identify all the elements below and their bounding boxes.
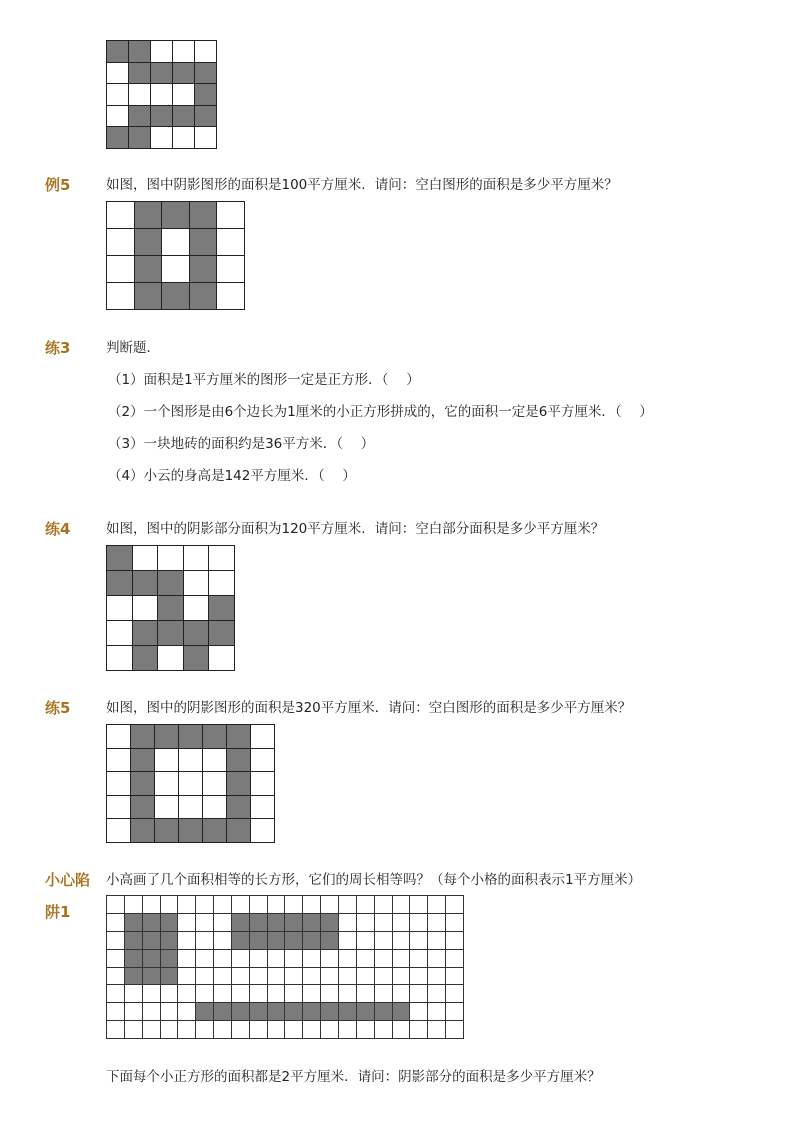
blank-cell [178,968,196,986]
shaded-cell [131,819,155,843]
blank-cell [162,256,190,283]
blank-cell [250,968,268,986]
shaded-cell [135,229,163,256]
blank-cell [268,896,286,914]
shaded-cell [321,1003,339,1021]
shaded-cell [158,571,184,596]
practice-3-title: 判断题． [106,340,160,356]
blank-cell [339,1021,357,1039]
shaded-cell [232,932,250,950]
blank-cell [184,596,210,621]
blank-cell [178,914,196,932]
blank-cell [107,202,135,229]
shaded-cell [232,1003,250,1021]
blank-cell [393,950,411,968]
practice-3-item-3: （3）一块地砖的面积约是36平方米．（ ） [108,436,375,452]
shaded-cell [161,932,179,950]
blank-cell [410,968,428,986]
shaded-cell [190,256,218,283]
blank-cell [107,896,125,914]
shaded-cell [129,63,151,85]
shaded-cell [133,621,159,646]
shaded-cell [151,106,173,128]
blank-cell [179,749,203,773]
blank-cell [196,914,214,932]
blank-cell [214,1021,232,1039]
blank-cell [158,646,184,671]
blank-cell [196,968,214,986]
blank-cell [321,985,339,1003]
blank-cell [143,1021,161,1039]
blank-cell [428,914,446,932]
shaded-cell [393,1003,411,1021]
blank-cell [285,950,303,968]
shaded-cell [131,749,155,773]
shaded-cell [190,202,218,229]
blank-cell [250,1021,268,1039]
blank-cell [107,256,135,283]
blank-cell [214,950,232,968]
blank-cell [107,749,131,773]
blank-cell [161,1021,179,1039]
blank-cell [393,896,411,914]
blank-cell [179,772,203,796]
blank-cell [143,1003,161,1021]
practice-4-question: 如图，图中的阴影部分面积为120平方厘米．请问：空白部分面积是多少平方厘米？ [106,521,605,537]
blank-cell [107,621,133,646]
shaded-cell [161,950,179,968]
blank-cell [268,985,286,1003]
blank-cell [446,968,464,986]
shaded-cell [179,725,203,749]
blank-cell [357,896,375,914]
shaded-cell [190,229,218,256]
blank-cell [203,749,227,773]
blank-cell [125,1003,143,1021]
shaded-cell [125,950,143,968]
shaded-cell [250,914,268,932]
blank-cell [375,950,393,968]
practice-5-label: 练5 [45,699,71,717]
blank-cell [214,932,232,950]
blank-cell [410,896,428,914]
shaded-cell [143,968,161,986]
blank-cell [173,84,195,106]
shaded-cell [303,1003,321,1021]
shaded-cell [285,1003,303,1021]
blank-cell [178,985,196,1003]
blank-cell [303,985,321,1003]
shaded-cell [209,621,235,646]
blank-cell [217,202,245,229]
shaded-cell [135,256,163,283]
blank-cell [375,968,393,986]
practice-4-label: 练4 [45,520,71,538]
blank-cell [428,896,446,914]
blank-cell [143,985,161,1003]
blank-cell [107,772,131,796]
practice-5-grid-figure [106,724,275,843]
shaded-cell [203,819,227,843]
example-5-question: 如图，图中阴影图形的面积是100平方厘米．请问：空白图形的面积是多少平方厘米？ [106,177,618,193]
blank-cell [446,985,464,1003]
blank-cell [217,283,245,310]
blank-cell [428,950,446,968]
blank-cell [251,796,275,820]
shaded-cell [184,646,210,671]
blank-cell [162,229,190,256]
blank-cell [107,968,125,986]
shaded-cell [321,914,339,932]
trap-1-label-line-1: 小心陷 [45,871,91,889]
blank-cell [151,127,173,149]
blank-cell [428,1021,446,1039]
blank-cell [107,1003,125,1021]
blank-cell [339,968,357,986]
trap-1-label-line-2: 阱1 [45,903,71,921]
blank-cell [232,1021,250,1039]
blank-cell [195,41,217,63]
shaded-cell [227,725,251,749]
blank-cell [173,127,195,149]
blank-cell [158,546,184,571]
shaded-cell [268,1003,286,1021]
blank-cell [196,932,214,950]
blank-cell [184,571,210,596]
blank-cell [196,985,214,1003]
shaded-cell [375,1003,393,1021]
blank-cell [107,84,129,106]
blank-cell [268,1021,286,1039]
practice-3-item-1: （1）面积是1平方厘米的图形一定是正方形．（ ） [108,372,420,388]
practice-4-grid-figure [106,545,235,671]
blank-cell [357,985,375,1003]
blank-cell [178,1003,196,1021]
shaded-cell [162,283,190,310]
blank-cell [125,985,143,1003]
shaded-cell [250,932,268,950]
blank-cell [375,914,393,932]
trap-1-grid-figure [106,895,464,1039]
shaded-cell [135,202,163,229]
blank-cell [268,968,286,986]
blank-cell [203,772,227,796]
blank-cell [155,796,179,820]
blank-cell [446,896,464,914]
blank-cell [217,229,245,256]
shaded-cell [303,914,321,932]
shaded-cell [250,1003,268,1021]
blank-cell [184,546,210,571]
blank-cell [375,985,393,1003]
blank-cell [107,950,125,968]
example-5-label: 例5 [45,176,71,194]
shaded-cell [129,127,151,149]
shaded-cell [107,41,129,63]
shaded-cell [227,749,251,773]
blank-cell [393,968,411,986]
shaded-cell [107,571,133,596]
blank-cell [209,646,235,671]
practice-3-item-4: （4）小云的身高是142平方厘米．（ ） [108,468,356,484]
blank-cell [125,896,143,914]
blank-cell [250,950,268,968]
practice-3-item-2: （2）一个图形是由6个边长为1厘米的小正方形拼成的，它的面积一定是6平方厘米．（ ） [108,404,653,420]
practice-3-label: 练3 [45,339,71,357]
shaded-cell [131,772,155,796]
shaded-cell [155,819,179,843]
shaded-cell [321,932,339,950]
shaded-cell [173,106,195,128]
shaded-cell [227,796,251,820]
blank-cell [339,985,357,1003]
shaded-cell [195,84,217,106]
shaded-cell [107,127,129,149]
blank-cell [107,725,131,749]
shaded-cell [195,106,217,128]
shaded-cell [129,41,151,63]
blank-cell [203,796,227,820]
shaded-cell [179,819,203,843]
trap-1-question: 小高画了几个面积相等的长方形，它们的周长相等吗？（每个小格的面积表示1平方厘米） [106,872,642,888]
blank-cell [107,796,131,820]
blank-cell [107,914,125,932]
shaded-cell [303,932,321,950]
blank-cell [410,932,428,950]
blank-cell [321,1021,339,1039]
blank-cell [303,896,321,914]
blank-cell [446,1003,464,1021]
blank-cell [410,1021,428,1039]
shaded-cell [155,725,179,749]
blank-cell [129,84,151,106]
blank-cell [232,896,250,914]
blank-cell [250,985,268,1003]
shaded-cell [133,571,159,596]
blank-cell [285,968,303,986]
blank-cell [303,950,321,968]
blank-cell [232,985,250,1003]
blank-cell [357,932,375,950]
blank-cell [251,819,275,843]
blank-cell [196,1021,214,1039]
blank-cell [375,896,393,914]
blank-cell [446,950,464,968]
blank-cell [151,84,173,106]
shaded-cell [227,819,251,843]
shaded-cell [151,63,173,85]
blank-cell [393,914,411,932]
blank-cell [107,819,131,843]
shaded-cell [143,950,161,968]
blank-cell [107,596,133,621]
blank-cell [214,968,232,986]
shaded-cell [125,914,143,932]
shaded-cell [143,932,161,950]
blank-cell [303,1021,321,1039]
blank-cell [232,950,250,968]
blank-cell [410,1003,428,1021]
blank-cell [410,914,428,932]
blank-cell [133,546,159,571]
blank-cell [250,896,268,914]
blank-cell [107,985,125,1003]
blank-cell [285,1021,303,1039]
blank-cell [285,985,303,1003]
blank-cell [375,932,393,950]
blank-cell [251,772,275,796]
blank-cell [178,950,196,968]
blank-cell [339,950,357,968]
shaded-cell [268,914,286,932]
blank-cell [428,968,446,986]
top-grid-figure [106,40,217,149]
shaded-cell [133,646,159,671]
blank-cell [446,914,464,932]
blank-cell [107,63,129,85]
shaded-cell [268,932,286,950]
blank-cell [178,1021,196,1039]
blank-cell [107,106,129,128]
blank-cell [251,749,275,773]
blank-cell [195,127,217,149]
blank-cell [357,1021,375,1039]
blank-cell [209,546,235,571]
blank-cell [357,968,375,986]
blank-cell [107,932,125,950]
practice-5-question: 如图，图中的阴影图形的面积是320平方厘米．请问：空白图形的面积是多少平方厘米？ [106,700,632,716]
shaded-cell [162,202,190,229]
blank-cell [214,985,232,1003]
shaded-cell [285,932,303,950]
blank-cell [217,256,245,283]
shaded-cell [203,725,227,749]
shaded-cell [125,932,143,950]
blank-cell [178,896,196,914]
blank-cell [321,896,339,914]
blank-cell [133,596,159,621]
shaded-cell [227,772,251,796]
shaded-cell [190,283,218,310]
shaded-cell [285,914,303,932]
shaded-cell [107,546,133,571]
blank-cell [393,932,411,950]
blank-cell [321,950,339,968]
blank-cell [339,896,357,914]
blank-cell [125,1021,143,1039]
blank-cell [357,914,375,932]
shaded-cell [184,621,210,646]
blank-cell [178,932,196,950]
blank-cell [173,41,195,63]
blank-cell [339,932,357,950]
blank-cell [393,985,411,1003]
example-5-grid-figure [106,201,245,310]
blank-cell [107,1021,125,1039]
shaded-cell [161,968,179,986]
blank-cell [251,725,275,749]
shaded-cell [131,725,155,749]
shaded-cell [125,968,143,986]
blank-cell [107,646,133,671]
shaded-cell [196,1003,214,1021]
blank-cell [375,1021,393,1039]
blank-cell [285,896,303,914]
trap-1-follow-question: 下面每个小正方形的面积都是2平方厘米．请问：阴影部分的面积是多少平方厘米？ [106,1069,601,1085]
blank-cell [357,950,375,968]
shaded-cell [339,1003,357,1021]
shaded-cell [158,621,184,646]
blank-cell [428,932,446,950]
blank-cell [143,896,161,914]
blank-cell [410,985,428,1003]
shaded-cell [158,596,184,621]
blank-cell [303,968,321,986]
shaded-cell [129,106,151,128]
blank-cell [196,896,214,914]
blank-cell [393,1021,411,1039]
blank-cell [428,1003,446,1021]
shaded-cell [357,1003,375,1021]
shaded-cell [232,914,250,932]
shaded-cell [173,63,195,85]
blank-cell [214,914,232,932]
blank-cell [161,1003,179,1021]
shaded-cell [131,796,155,820]
shaded-cell [143,914,161,932]
blank-cell [107,283,135,310]
blank-cell [321,968,339,986]
blank-cell [446,1021,464,1039]
blank-cell [161,896,179,914]
blank-cell [410,950,428,968]
blank-cell [151,41,173,63]
blank-cell [155,749,179,773]
blank-cell [339,914,357,932]
blank-cell [155,772,179,796]
blank-cell [107,229,135,256]
blank-cell [428,985,446,1003]
blank-cell [179,796,203,820]
shaded-cell [195,63,217,85]
blank-cell [209,571,235,596]
shaded-cell [135,283,163,310]
blank-cell [214,896,232,914]
shaded-cell [161,914,179,932]
shaded-cell [214,1003,232,1021]
blank-cell [232,968,250,986]
blank-cell [446,932,464,950]
shaded-cell [209,596,235,621]
blank-cell [196,950,214,968]
blank-cell [161,985,179,1003]
blank-cell [268,950,286,968]
